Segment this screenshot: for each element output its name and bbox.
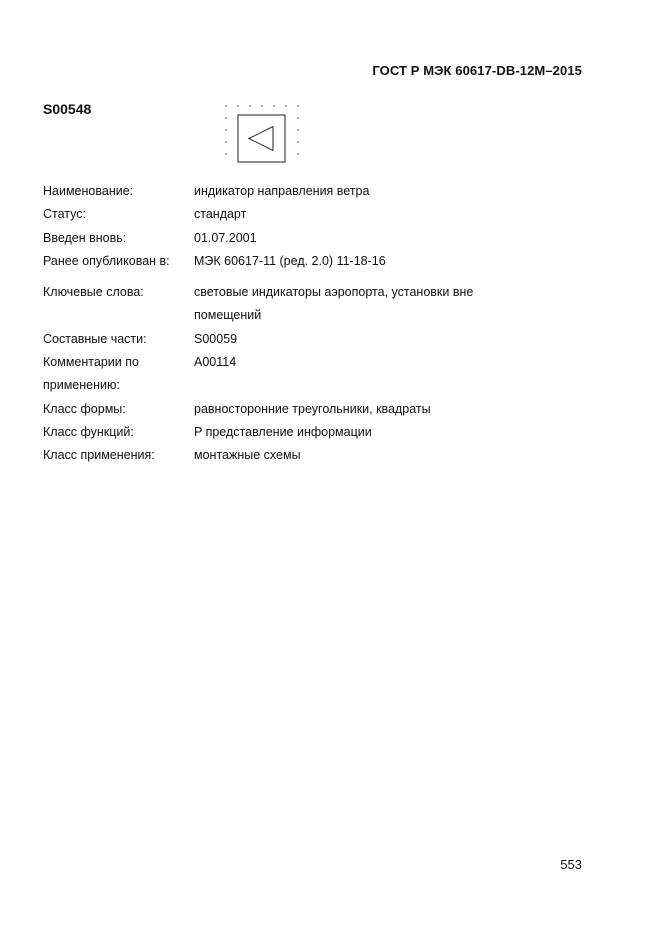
field-label: Ранее опубликован в: [43, 253, 170, 268]
grid-dot [297, 141, 299, 143]
field-row-parts [43, 328, 563, 351]
page-number: 553 [560, 857, 582, 872]
field-row-comments [43, 351, 563, 398]
field-row-keywords [43, 281, 563, 328]
grid-dot [225, 153, 227, 155]
grid-dot [225, 141, 227, 143]
field-label: Ключевые слова: [43, 285, 144, 300]
document-header: ГОСТ Р МЭК 60617-DB-12M–2015 [372, 63, 582, 78]
grid-dot [273, 105, 275, 107]
grid-dot [225, 105, 227, 107]
field-row-function-class [43, 421, 563, 444]
field-row-application-class [43, 444, 563, 467]
field-row-form-class [43, 398, 563, 421]
grid-dot [237, 105, 239, 107]
wind-direction-indicator-symbol [222, 102, 302, 166]
field-value: индикатор направления ветра [194, 184, 370, 198]
attribute-table [43, 180, 563, 468]
field-value: монтажные схемы [194, 448, 301, 463]
field-value: S00059 [194, 331, 238, 346]
field-value: стандарт [194, 207, 247, 222]
field-row-name [43, 180, 563, 203]
grid-dot [297, 105, 299, 107]
symbol-grid-dots [225, 105, 299, 155]
symbol-code: S00548 [43, 101, 92, 117]
field-row-introduced [43, 227, 563, 250]
grid-dot [261, 105, 263, 107]
field-value: световые индикаторы аэропорта, установки вне помещений [194, 285, 474, 323]
symbol-square [238, 115, 285, 162]
grid-dot [225, 117, 227, 119]
grid-dot [297, 129, 299, 131]
field-row-status [43, 203, 563, 226]
symbol-triangle [249, 127, 273, 151]
field-label: Класс функций: [43, 424, 134, 439]
grid-dot [249, 105, 251, 107]
field-label: Класс применения: [43, 448, 155, 463]
field-value: P представление информации [194, 424, 372, 439]
field-value: 01.07.2001 [194, 230, 257, 245]
grid-dot [297, 117, 299, 119]
grid-dot [285, 105, 287, 107]
field-label: Класс формы: [43, 401, 126, 416]
field-label: Статус: [43, 207, 86, 222]
field-label: Комментарии по применению: [43, 355, 139, 393]
field-label: Составные части: [43, 331, 147, 346]
field-value: A00114 [194, 355, 237, 370]
field-label: Введен вновь: [43, 230, 127, 245]
field-row-published [43, 250, 563, 273]
grid-dot [297, 153, 299, 155]
field-label: Наименование: [43, 184, 134, 198]
field-value: равносторонние треугольники, квадраты [194, 401, 431, 416]
grid-dot [225, 129, 227, 131]
field-value: МЭК 60617-11 (ред. 2.0) 11-18-16 [194, 253, 386, 268]
